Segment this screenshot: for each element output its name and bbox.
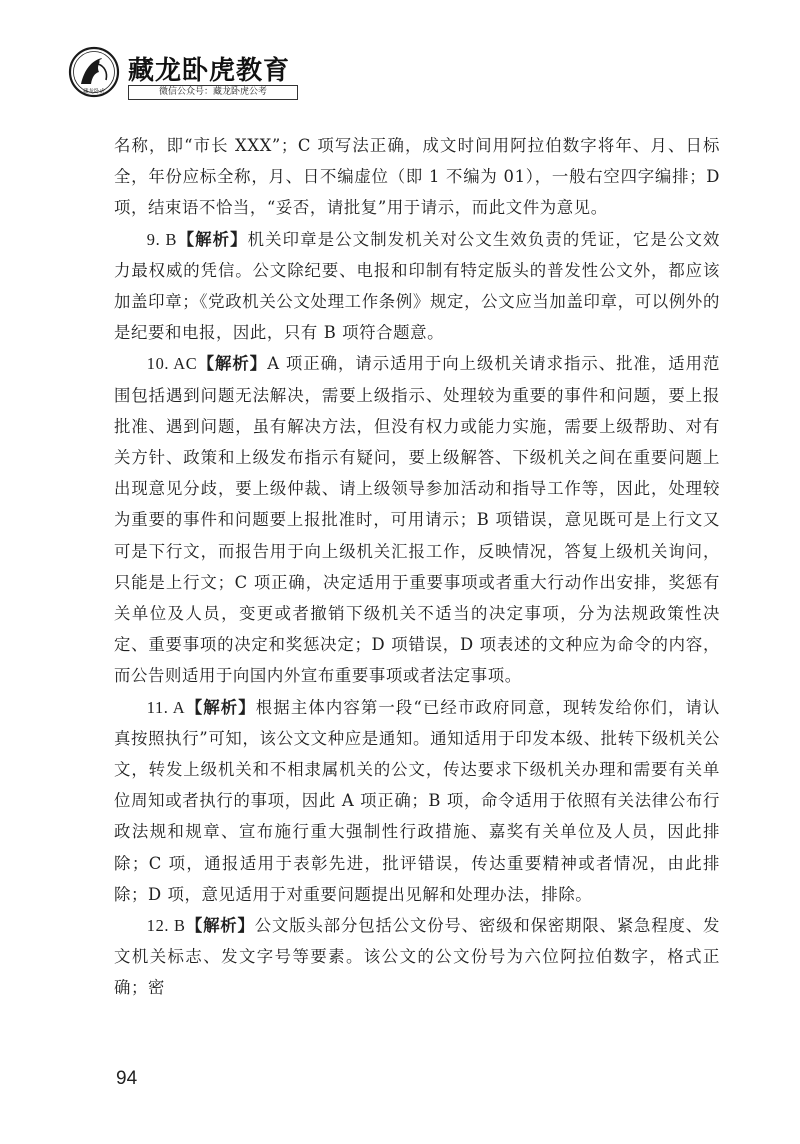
- question-answer-label: 12. B: [146, 916, 186, 936]
- question-answer-label: 11. A: [146, 697, 186, 717]
- analysis-tag: 【解析】: [185, 697, 256, 717]
- paragraph-continuation: [114, 130, 720, 224]
- page-header: [68, 38, 308, 108]
- brand-name: 藏龙卧虎教育: [128, 56, 291, 86]
- paragraph-text: 名称，即“市长 XXX”；C 项写法正确，成文时间用阿拉伯数字将年、月、日标全，年份应标全称，月、日不编虚位（即 1 不编为 01），一般右空四字编排；D 项，结束语不恰当，“妥否，请批复”用于请示，而此文件为意见。: [114, 136, 720, 218]
- analysis-tag: 【解析】: [185, 916, 255, 936]
- analysis-tag: 【解析】: [177, 229, 248, 249]
- analysis-tag: 【解析】: [197, 354, 268, 374]
- brand-tagline: 微信公众号：藏龙卧虎公考: [128, 85, 298, 100]
- question-answer-label: 9. B: [146, 229, 178, 249]
- paragraph-text: A 项正确，请示适用于向上级机关请求指示、批准，适用范围包括遇到问题无法解决，需要上级指示、处理较为重要的事件和问题，要上报批准、遇到问题，虽有解决方法，但没有权力或能力实施，需要上级帮助、对有关方针、政策和上级发布指示有疑问，要上级解答、下级机关之间在重要问题上出现意见分歧，要上级仲裁、请上级领导参加活动和指导工作等，因此，处理较为重要的事件和问题要上报批准时，可用请示；B 项错误，意见既可是上行文又可是下行文，而报告用于向上级机关汇报工作，反映情况，答复上级机关询问，只能是上行文；C 项正确，决定适用于重要事项或者重大行动作出安排，奖惩有关单位及人员，变更或者撤销下级机关不适当的决定事项，分为法规政策性决定、重要事项的决定和奖惩决定；D 项错误，D 项表述的文种应为命令的内容，而公告则适用于向国内外宣布重要事项或者法定事项。: [114, 354, 721, 686]
- answer-12: [114, 910, 720, 1004]
- paragraph-text: 根据主体内容第一段“已经市政府同意，现转发给你们，请认真按照执行”可知，该公文文种应是通知。通知适用于印发本级、批转下级机关公文，转发上级机关和不相隶属机关的公文，传达要求下级机关办理和需要有关单位周知或者执行的事项，因此 A 项正确；B 项，命令适用于依照有关法律公布行政法规和规章、宣布施行重大强制性行政措施、嘉奖有关单位及人员，因此排除；C 项，通报适用于表彰先进，批评错误，传达重要精神或者情况，由此排除；D 项，意见适用于对重要问题提出见解和处理办法，排除。: [114, 697, 721, 904]
- page-number: 94: [116, 1068, 138, 1089]
- logo-seal-icon: [68, 46, 120, 98]
- paragraph-text: 公文版头部分包括公文份号、密级和保密期限、紧急程度、发文机关标志、发文字号等要素。该公文的公文份号为六位阿拉伯数字，格式正确；密: [114, 916, 721, 998]
- question-answer-label: 10. AC: [146, 354, 198, 374]
- logo-seal-text: 藏龙卧虎: [82, 89, 106, 95]
- answer-9: [114, 224, 720, 349]
- answer-explanations: [114, 130, 720, 1004]
- answer-11: [114, 692, 720, 910]
- paragraph-text: 机关印章是公文制发机关对公文生效负责的凭证，它是公文效力最权威的凭信。公文除纪要、电报和印制有特定版头的普发性公文外，都应该加盖印章；《党政机关公文处理工作条例》规定，公文应当加盖印章，可以例外的是纪要和电报，因此，只有 B 项符合题意。: [114, 229, 720, 343]
- answer-10: [114, 348, 720, 691]
